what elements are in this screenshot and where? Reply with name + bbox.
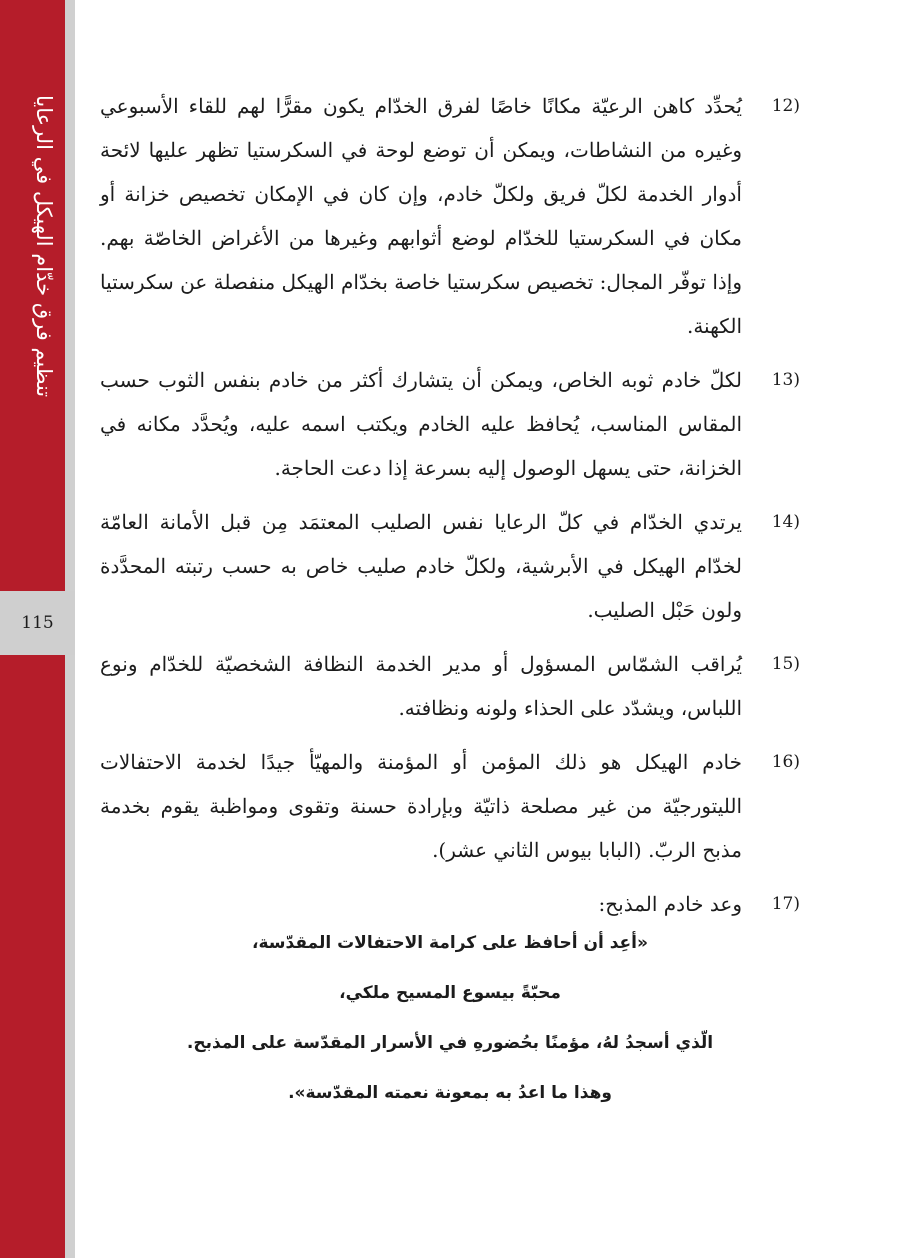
list-item bbox=[100, 642, 800, 730]
item-text: يرتدي الخدّام في كلّ الرعايا نفس الصليب المعتمَد مِن قبل الأمانة العامّة لخدّام الهيكل في الأبرشية، ولكلّ خادم صليب خاص به حسب رتبته المحدَّدة ولون حَبْل الصليب. bbox=[100, 510, 742, 622]
item-text: خادم الهيكل هو ذلك المؤمن أو المؤمنة والمهيّأ جيدًا لخدمة الاحتفالات الليتورجيّة من غير مصلحة ذاتيّة وبإرادة حسنة وتقوى ومواظبة يقوم بخدمة مذبح الربّ. (البابا بيوس الثاني عشر). bbox=[100, 750, 742, 862]
list-item bbox=[100, 358, 800, 490]
item-text: يُحدِّد كاهن الرعيّة مكانًا خاصًا لفرق الخدّام يكون مقرًّا لهم للقاء الأسبوعي وغيره من النشاطات، ويمكن أن توضع لوحة في السكرستيا تظهر عليها لائحة أدوار الخدمة لكلّ فريق ولكلّ خادم، وإن كان في الإمكان تخصيص خزانة أو مكان في السكرستيا للخدّام لوضع أثوابهم وغيرها من الأغراض الخاصّة بهم. وإذا توفّر المجال: تخصيص سكرستيا خاصة بخدّام الهيكل منفصلة عن سكرستيا الكهنة. bbox=[100, 94, 742, 338]
item-text: لكلّ خادم ثوبه الخاص، ويمكن أن يتشارك أكثر من خادم بنفس الثوب حسب المقاس المناسب، يُحافظ عليه الخادم ويكتب اسمه عليه، ويُحدَّد مكانه في الخزانة، حتى يسهل الوصول إليه بسرعة إذا دعت الحاجة. bbox=[100, 368, 742, 480]
list-item bbox=[100, 84, 800, 348]
page-body bbox=[100, 84, 800, 936]
altar-server-pledge bbox=[100, 918, 800, 1118]
pledge-line: محبّةً بيسوع المسيح ملكي، bbox=[339, 983, 561, 1003]
item-number: 17) bbox=[771, 894, 800, 914]
pledge-line: الّذي أسجدُ لهُ، مؤمنًا بحُضورهِ في الأسرار المقدّسة على المذبح. bbox=[186, 1033, 714, 1053]
running-title: تنظيم فرق خدّام الهيكل في الرعايا bbox=[32, 95, 56, 398]
list-item bbox=[100, 500, 800, 632]
pledge-line: وهذا ما اعدُ به بمعونة نعمته المقدّسة». bbox=[288, 1083, 612, 1103]
item-number: 12) bbox=[771, 96, 800, 116]
page-number: 115 bbox=[0, 591, 75, 655]
item-number: 14) bbox=[771, 512, 800, 532]
item-number: 16) bbox=[771, 752, 800, 772]
item-number: 13) bbox=[771, 370, 800, 390]
pledge-line: «أعِد أن أحافظ على كرامة الاحتفالات المقدّسة، bbox=[252, 933, 648, 953]
item-text: يُراقب الشمّاس المسؤول أو مدير الخدمة النظافة الشخصيّة للخدّام ونوع اللباس، ويشدّد على الحذاء ولونه ونظافته. bbox=[100, 652, 742, 720]
item-number: 15) bbox=[771, 654, 800, 674]
list-item bbox=[100, 740, 800, 872]
item-text: وعد خادم المذبح: bbox=[598, 892, 742, 916]
